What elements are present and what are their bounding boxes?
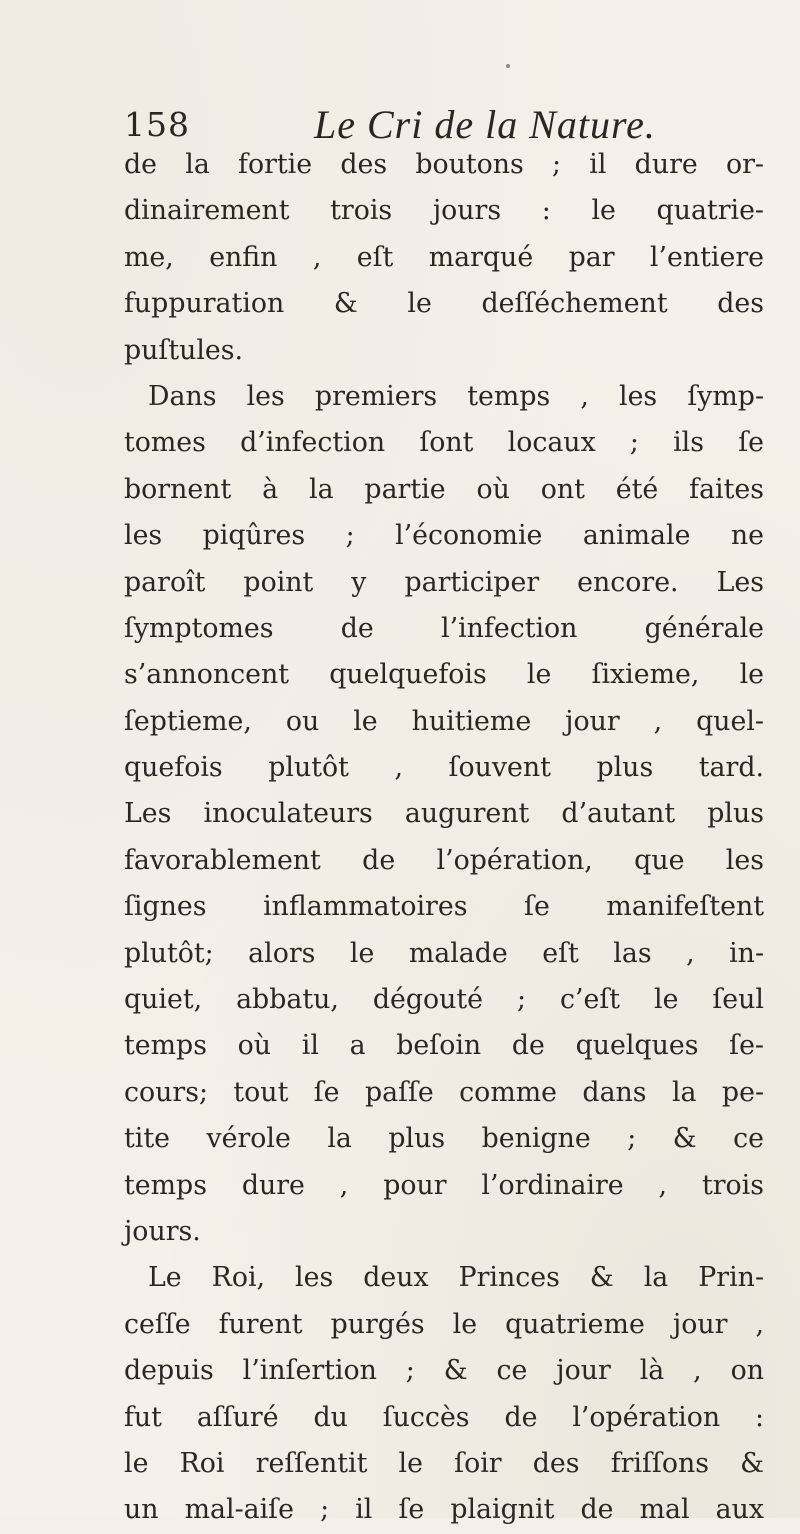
print-speck bbox=[506, 64, 510, 68]
text-line: un mal-aiſe ; il ſe plaignit de mal aux bbox=[124, 1494, 764, 1526]
text-line: plutôt; alors le malade eſt las , in- bbox=[124, 937, 764, 969]
running-title: Le Cri de la Nature. bbox=[314, 102, 656, 147]
text-line: le Roi reſſentit le ſoir des friſſons & bbox=[124, 1447, 764, 1479]
text-line: s’annoncent quelquefois le ſixieme, le bbox=[124, 659, 764, 691]
text-line: tomes d’infection ſont locaux ; ils ſe bbox=[124, 427, 764, 459]
text-line: ſymptomes de l’infection générale bbox=[124, 612, 764, 644]
text-line: jours. bbox=[124, 1215, 201, 1247]
text-line: fut aſſuré du ſuccès de l’opération : bbox=[124, 1401, 764, 1433]
text-line: paroît point y participer encore. Les bbox=[124, 566, 764, 598]
text-line: dinairement trois jours : le quatrie- bbox=[124, 195, 764, 227]
text-line: Les inoculateurs augurent d’autant plus bbox=[124, 798, 764, 830]
text-line: ſeptieme, ou le huitieme jour , quel- bbox=[124, 705, 764, 737]
text-line: bornent à la partie où ont été faites bbox=[124, 473, 764, 505]
text-line: temps où il a beſoin de quelques ſe- bbox=[124, 1030, 764, 1062]
text-line: ceſſe furent purgés le quatrieme jour , bbox=[124, 1308, 764, 1340]
text-line: ſignes inflammatoires ſe manifeſtent bbox=[124, 891, 764, 923]
page-number: 158 bbox=[124, 105, 190, 144]
text-line: tite vérole la plus benigne ; & ce bbox=[124, 1123, 764, 1155]
text-line: puſtules. bbox=[124, 334, 244, 366]
text-line: cours; tout ſe paſſe comme dans la pe- bbox=[124, 1076, 764, 1108]
text-line: les piqûres ; l’économie animale ne bbox=[124, 520, 764, 552]
text-line: me, enfin , eſt marqué par l’entiere bbox=[124, 241, 764, 273]
text-line: Le Roi, les deux Princes & la Prin- bbox=[148, 1262, 764, 1294]
text-line: favorablement de l’opération, que les bbox=[124, 844, 764, 876]
text-line: fuppuration & le deſſéchement des bbox=[124, 288, 764, 320]
text-line: depuis l’inſertion ; & ce jour là , on bbox=[124, 1355, 764, 1387]
text-line: Dans les premiers temps , les ſymp- bbox=[148, 380, 764, 412]
body-text bbox=[124, 142, 764, 1534]
text-line: temps dure , pour l’ordinaire , trois bbox=[124, 1169, 764, 1201]
text-line: de la fortie des boutons ; il dure or- bbox=[124, 149, 764, 180]
text-line: quiet, abbatu, dégouté ; c’eſt le ſeul bbox=[124, 984, 764, 1016]
text-line: quefois plutôt , ſouvent plus tard. bbox=[124, 752, 764, 784]
